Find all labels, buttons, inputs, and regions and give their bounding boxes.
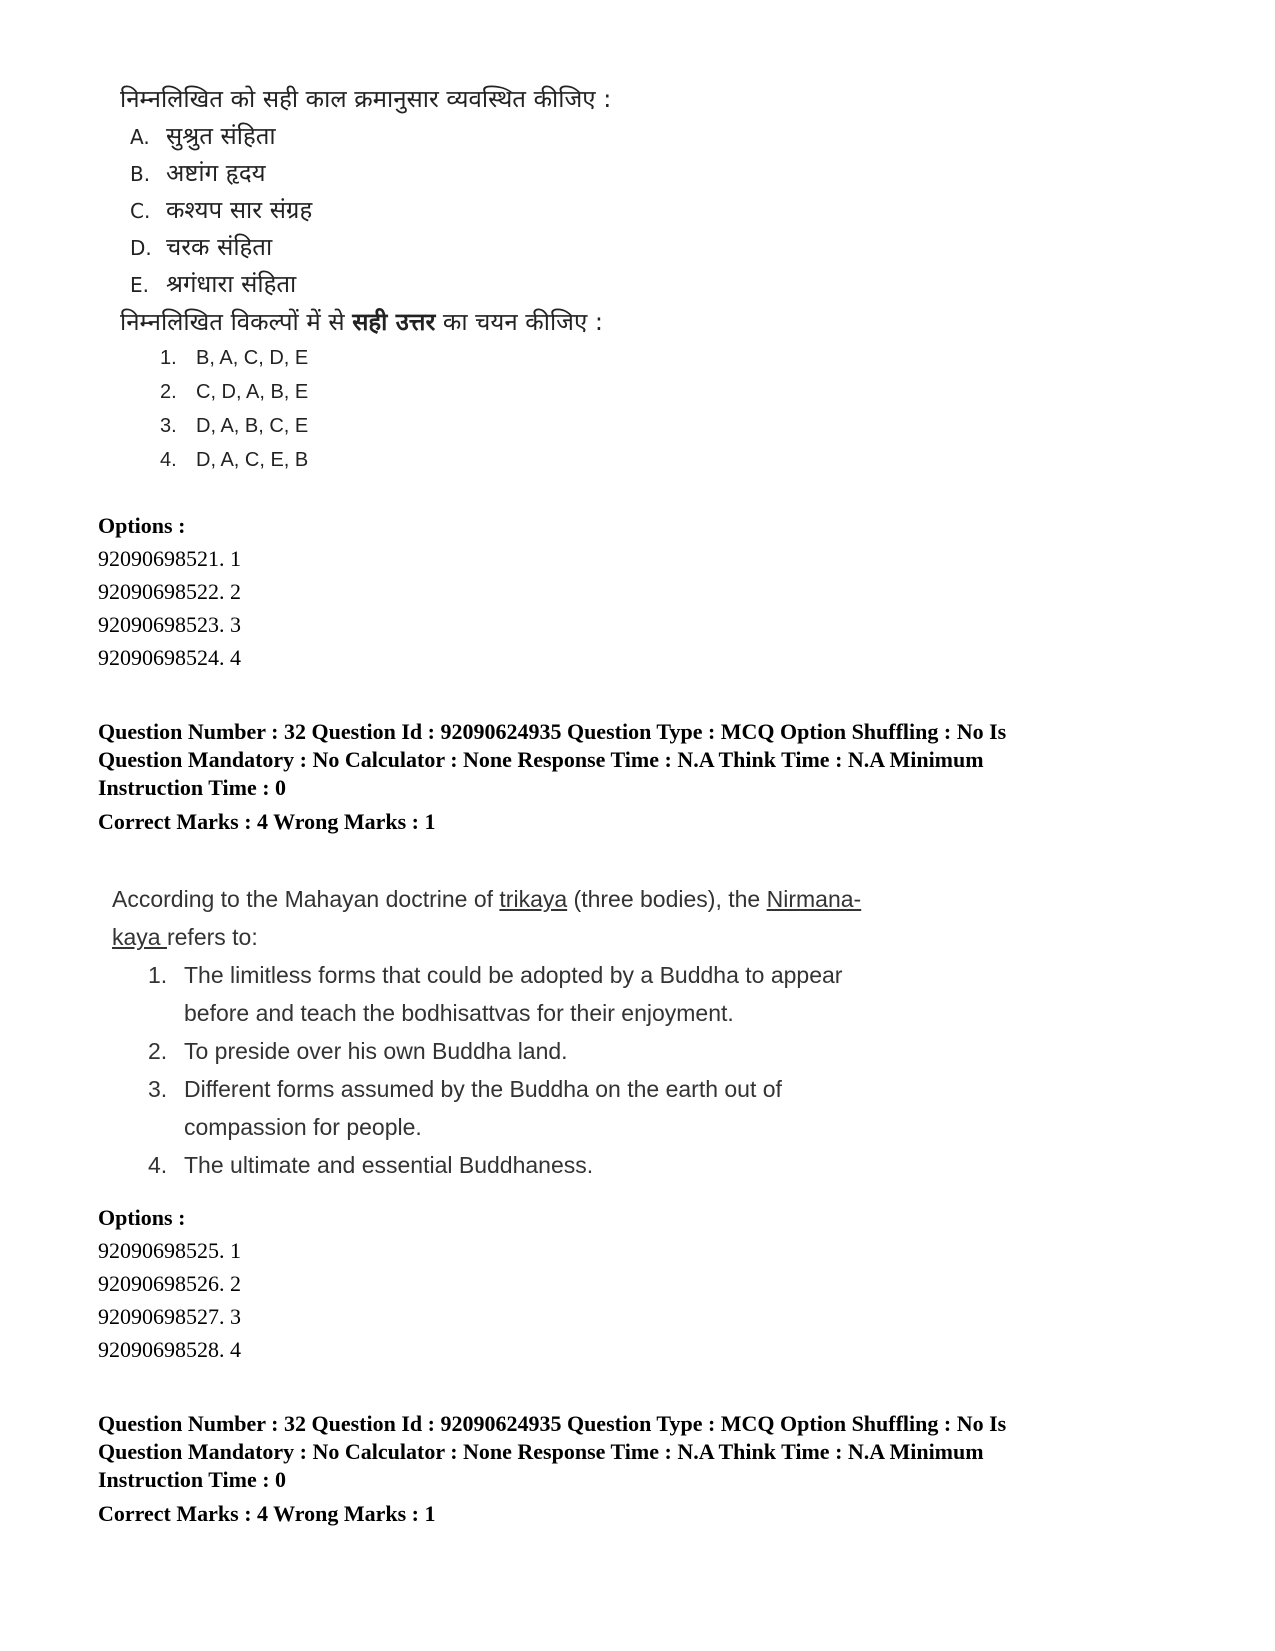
hindi-item <box>130 155 840 192</box>
meta-line-3: Instruction Time : 0 <box>98 775 287 800</box>
option-row: 92090698523. 3 <box>98 612 241 637</box>
hindi-item-label: A. <box>130 125 150 149</box>
hindi-choice <box>160 409 840 443</box>
meta-line-1: Question Number : 32 Question Id : 92090624935 Question Type : MCQ Option Shuffling : No Is <box>98 1411 1007 1436</box>
hindi-choice <box>160 375 840 409</box>
marks-line: Correct Marks : 4 Wrong Marks : 1 <box>98 809 436 834</box>
options-heading: Options : <box>98 1205 186 1230</box>
hindi-question-prompt: निम्नलिखित को सही काल क्रमानुसार व्यवस्थित कीजिए : <box>120 85 612 113</box>
meta-line-3: Instruction Time : 0 <box>98 1467 287 1492</box>
english-choice-list <box>148 956 932 1184</box>
hindi-choice <box>160 341 840 375</box>
hindi-choice-number: 3. <box>160 415 177 437</box>
english-q-term-kaya: kaya <box>112 924 167 950</box>
english-q-term-trikaya: trikaya <box>499 886 568 912</box>
english-choice <box>148 1032 932 1070</box>
english-choice-text: To preside over his own Buddha land. <box>184 1038 568 1064</box>
hindi-item-text: चरक संहिता <box>166 233 273 261</box>
hindi-item <box>130 229 840 266</box>
question-meta-2 <box>98 1410 1188 1528</box>
option-row: 92090698525. 1 <box>98 1238 241 1263</box>
hindi-choice-number: 4. <box>160 449 177 471</box>
option-row: 92090698524. 4 <box>98 645 241 670</box>
meta-line-2: Question Mandatory : No Calculator : None Response Time : N.A Think Time : N.A Minimum <box>98 1439 984 1464</box>
hindi-item-text: श्रगंधारा संहिता <box>166 270 297 298</box>
options-heading: Options : <box>98 513 186 538</box>
option-row: 92090698526. 2 <box>98 1271 241 1296</box>
english-choice <box>148 1146 932 1184</box>
hindi-item-text: कश्यप सार संग्रह <box>166 196 313 224</box>
english-question-line-2 <box>112 918 932 956</box>
hindi-choice <box>160 443 840 477</box>
hindi-item <box>130 266 840 303</box>
english-question-block <box>112 880 932 1184</box>
meta-line-2: Question Mandatory : No Calculator : None Response Time : N.A Think Time : N.A Minimum <box>98 747 984 772</box>
option-row: 92090698528. 4 <box>98 1337 241 1362</box>
english-choice-number: 3. <box>148 1076 168 1102</box>
english-choice-text: Different forms assumed by the Buddha on the earth out of compassion for people. <box>184 1076 782 1140</box>
hindi-item-text: अष्टांग हृदय <box>166 159 266 187</box>
question-meta-1 <box>98 718 1188 836</box>
english-question-line-1 <box>112 880 932 918</box>
hindi-select-prefix: निम्नलिखित विकल्पों में से <box>120 308 353 336</box>
english-choice-text: The limitless forms that could be adopted by a Buddha to appear before and teach the bodhisattvas for their enjoyment. <box>184 962 843 1026</box>
english-q-text-2: (three bodies), the <box>567 886 767 912</box>
hindi-select-suffix: का चयन कीजिए : <box>435 308 603 336</box>
hindi-choice-text: D, A, C, E, B <box>196 449 309 471</box>
english-q-text-1: According to the Mahayan doctrine of <box>112 886 500 912</box>
hindi-choice-text: C, D, A, B, E <box>196 381 309 403</box>
hindi-select-instruction <box>120 303 840 341</box>
hindi-choice-number: 1. <box>160 347 177 369</box>
hindi-item-label: C. <box>130 199 151 223</box>
hindi-item-label: D. <box>130 236 152 260</box>
hindi-item-text: सुश्रुत संहिता <box>166 122 276 150</box>
hindi-choice-number: 2. <box>160 381 177 403</box>
hindi-item <box>130 118 840 155</box>
hindi-item-label: E. <box>130 273 149 297</box>
english-choice <box>148 1070 932 1146</box>
hindi-choice-text: B, A, C, D, E <box>196 347 309 369</box>
option-row: 92090698522. 2 <box>98 579 241 604</box>
meta-line-1: Question Number : 32 Question Id : 92090624935 Question Type : MCQ Option Shuffling : No Is <box>98 719 1007 744</box>
option-row: 92090698527. 3 <box>98 1304 241 1329</box>
english-choice-number: 2. <box>148 1038 168 1064</box>
english-choice-number: 1. <box>148 962 168 988</box>
english-q-text-3: refers to: <box>166 924 258 950</box>
options-block-2 <box>98 1202 698 1366</box>
english-choice <box>148 956 932 1032</box>
hindi-select-bold: सही उत्तर <box>352 308 436 336</box>
english-q-term-nirmana: Nirmana- <box>766 886 862 912</box>
option-row: 92090698521. 1 <box>98 546 241 571</box>
options-block-1 <box>98 510 698 674</box>
hindi-item <box>130 192 840 229</box>
hindi-item-label: B. <box>130 162 151 186</box>
english-choice-text: The ultimate and essential Buddhaness. <box>184 1152 594 1178</box>
english-choice-number: 4. <box>148 1152 168 1178</box>
marks-line: Correct Marks : 4 Wrong Marks : 1 <box>98 1501 436 1526</box>
hindi-question-block <box>120 80 840 477</box>
hindi-choice-text: D, A, B, C, E <box>196 415 309 437</box>
